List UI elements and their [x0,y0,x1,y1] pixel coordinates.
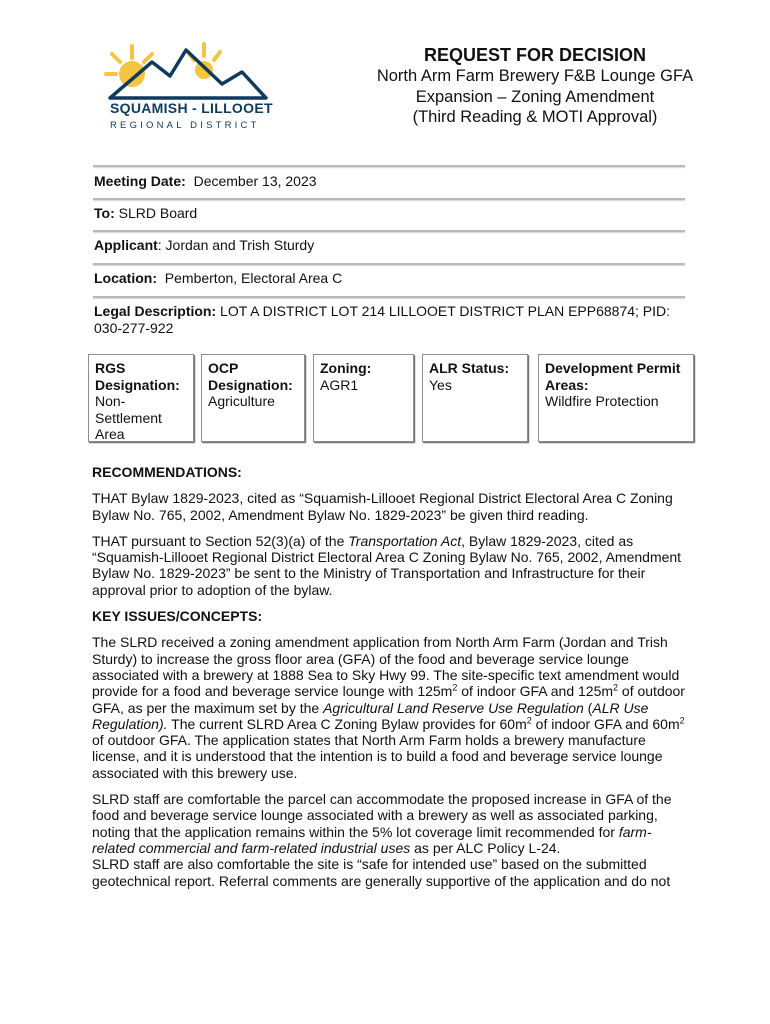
slrd-logo [96,36,276,136]
ocp-label: OCP Designation: [208,360,293,393]
zoning-box [313,354,414,442]
divider [93,230,685,232]
divider [93,263,685,265]
title-block [350,44,720,128]
key-issues-paragraph-2: SLRD staff are comfortable the parcel can accommodate the proposed increase in GFA of the food and beverage service lounge associated with a brewery as well as associated parking, noting that the application remains within the 5% lot coverage limit recommended for farm-related commercial and farm-related industrial uses as per ALC Policy L-24. [92,791,672,856]
meeting-date-label: Meeting Date: [94,173,186,189]
location-value: Pemberton, Electoral Area C [164,270,343,286]
dpa-box [538,354,694,442]
legal-description-field [94,303,684,337]
alr-label: ALR Status: [429,360,510,376]
meeting-date-field [94,173,684,190]
ocp-value: Agriculture [208,393,275,409]
dpa-label: Development Permit Areas: [545,360,681,393]
zoning-label: Zoning: [320,360,372,376]
title-line-1: North Arm Farm Brewery F&B Lounge GFA [376,67,694,85]
to-label: To: [94,205,115,221]
legal-label: Legal Description: [94,303,217,319]
recommendation-2: THAT pursuant to Section 52(3)(a) of the Transportation Act, Bylaw 1829-2023, cited as “Squamish-Lillooet Regional District Electoral Area C Zoning Bylaw No. 765, 2002, Amendment Bylaw No. 1829-2023” be sent to the Ministry of Transportation and Infrastructure for their approval prior to adoption of the bylaw. [92,532,682,598]
applicant-label: Applicant [94,237,158,253]
location-field [94,270,684,287]
title-line-3: (Third Reading & MOTI Approval) [412,108,658,126]
page-title: REQUEST FOR DECISION [423,45,647,65]
zoning-value: AGR1 [320,376,359,393]
body-content [92,464,686,889]
to-value: SLRD Board [118,205,198,221]
alr-box [422,354,528,442]
title-line-2: Expansion – Zoning Amendment [415,87,655,106]
alr-value: Yes [429,376,452,393]
divider [93,165,685,167]
key-issues-paragraph-3: SLRD staff are also comfortable the site is “safe for intended use” based on the submitted geotechnical report. Referral comments are generally supportive of the application and do not [92,856,671,889]
rgs-box [88,354,194,442]
logo-subtitle: REGIONAL DISTRICT [110,120,260,131]
logo-name: SQUAMISH - LILLOOET [110,100,273,116]
rgs-label: RGS Designation: [95,360,180,393]
dpa-value: Wildfire Protection [545,393,659,409]
sun-mountain-icon [96,36,276,102]
meeting-date-value: December 13, 2023 [193,173,317,189]
recommendations-heading: RECOMMENDATIONS: [92,464,242,480]
ocp-box [201,354,305,442]
divider [93,296,685,298]
legal-value: LOT A DISTRICT LOT 214 LILLOOET DISTRICT PLAN EPP68874; PID: 030-277-922 [94,303,671,336]
applicant-value: : Jordan and Trish Sturdy [157,237,315,253]
recommendation-1: THAT Bylaw 1829-2023, cited as “Squamish-Lillooet Regional District Electoral Area C Zoning Bylaw No. 765, 2002, Amendment Bylaw No. 1829-2023” be given third reading. [92,490,673,523]
divider [93,198,685,200]
rgs-value: Non-Settlement Area [95,393,162,442]
applicant-field [94,237,684,254]
to-field [94,205,684,222]
key-issues-heading: KEY ISSUES/CONCEPTS: [92,608,263,625]
key-issues-paragraph-1: The SLRD received a zoning amendment application from North Arm Farm (Jordan and Trish Sturdy) to increase the gross floor area (GFA) of the food and beverage service lounge associated with a brewery at 1888 Sea to Sky Hwy 99. The site-specific text amendment would provide for a food and beverage service lounge with $125m^2$ of indoor GFA and $125m^2$ of outdoor GFA, as per the maximum set by the Agricultural Land Reserve Use Regulation (ALR Use Regulation). The current SLRD Area C Zoning Bylaw provides for $60m^2$ of indoor GFA and $60m^2$ of outdoor GFA. The application states that North Arm Farm holds a brewery manufacture license, and it is understood that the intention is to build a food and beverage service lounge associated with this brewery use. [92,634,685,781]
location-label: Location: [94,270,157,286]
